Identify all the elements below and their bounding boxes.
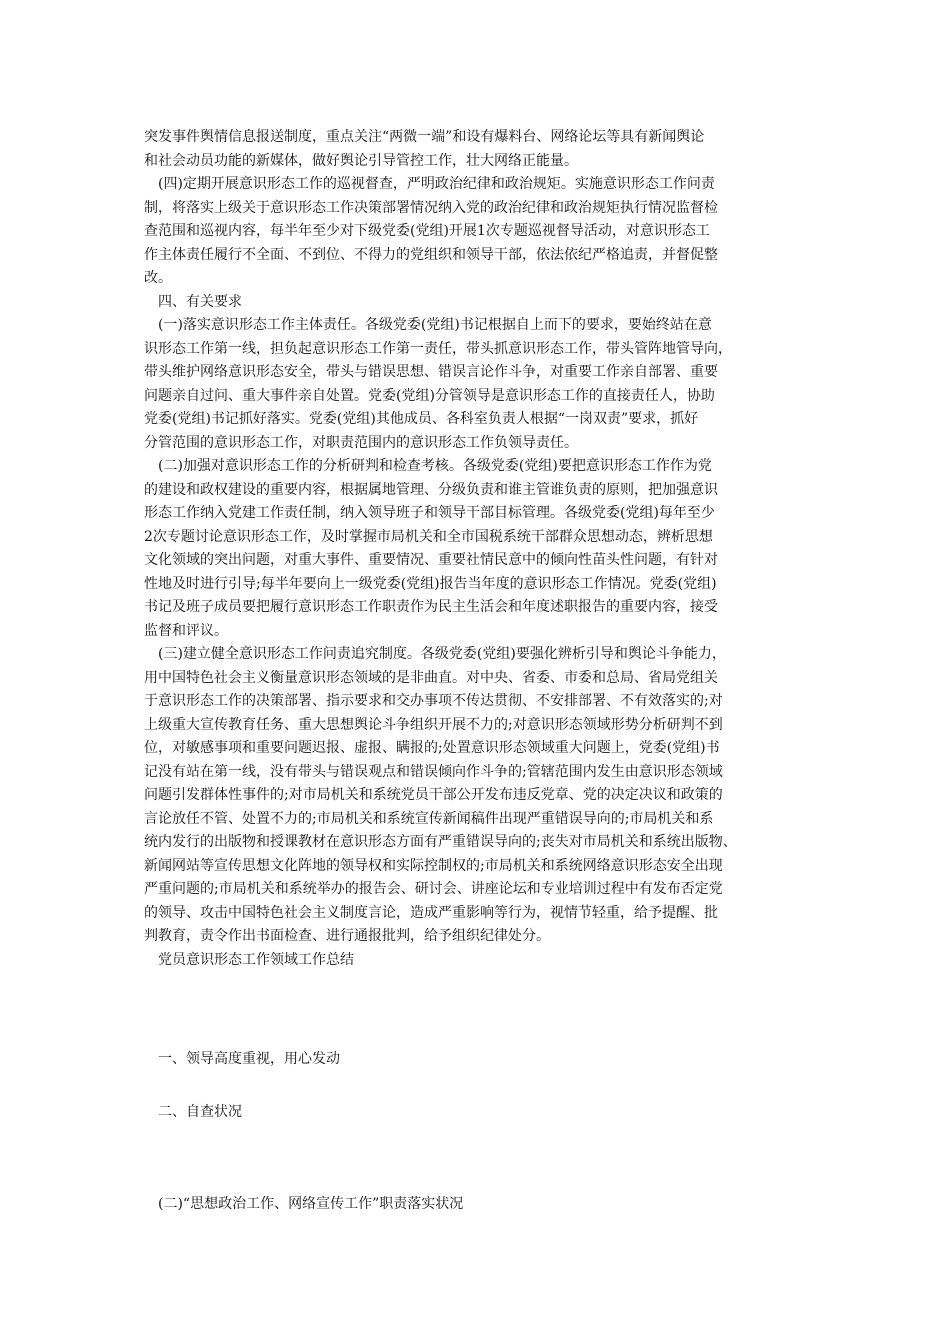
document-body [144, 126, 804, 972]
text-line: 记没有站在第一线，没有带头与错误观点和错误倾向作斗争的;管辖范围内发生由意识形态领域 [144, 763, 723, 780]
text-line: 带头维护网络意识形态安全，带头与错误思想、错误言论作斗争，对重要工作亲自部署、重要 [144, 364, 718, 380]
text-line: 问题引发群体性事件的;对市局机关和系统党员干部公开发布违反党章、党的决定决议和政策的 [144, 787, 723, 803]
section-heading-leadership: 一、领导高度重视，用心发动 [158, 1051, 340, 1067]
text-line: 位，对敏感事项和重要问题迟报、虚报、瞒报的;处置意识形态领域重大问题上，党委(党组)书 [144, 740, 720, 756]
text-line: (一)落实意识形态工作主体责任。各级党委(党组)书记根据自上而下的要求，要始终站在意 [158, 317, 712, 333]
text-line: 改。 [144, 270, 172, 286]
text-line: 和社会动员功能的新媒体，做好舆论引导管控工作，壮大网络正能量。 [144, 152, 578, 169]
text-line: 党委(党组)书记抓好落实。党委(党组)其他成员、各科室负责人根据“一岗双责”要求，抓好 [144, 411, 699, 427]
text-line: 言论放任不管、处置不力的;市局机关和系统宣传新闻稿件出现严重错误导向的;市局机关和系 [144, 810, 714, 827]
text-line: 性地及时进行引导;每半年要向上一级党委(党组)报告当年度的意识形态工作情况。党委(党组) [144, 575, 717, 592]
paragraph-continuation [144, 126, 804, 173]
text-line: 上级重大宣传教育任务、重大思想舆论斗争组织开展不力的;对意识形态领域形势分析研判不到 [144, 716, 723, 733]
text-line: 制，将落实上级关于意识形态工作决策部署情况纳入党的政治纪律和政治规矩执行情况监督检 [144, 199, 718, 216]
text-line: 用中国特色社会主义衡量意识形态领域的是非曲直。对中央、省委、市委和总局、省局党组关 [144, 669, 718, 686]
text-line: 形态工作纳入党建工作责任制，纳入领导班子和领导干部目标管理。各级党委(党组)每年至少 [144, 505, 715, 521]
text-line: 作主体责任履行不全面、不到位、不得力的党组织和领导干部，依法依纪严格追责，并督促整 [144, 246, 718, 263]
text-line: 2次专题讨论意识形态工作，及时掌握市局机关和全市国税系统干部群众思想动态，辨析思想 [144, 528, 713, 545]
text-line: 突发事件舆情信息报送制度，重点关注“两微一端”和设有爆料台、网络论坛等具有新闻舆论 [144, 129, 705, 145]
paragraph-summary-title [144, 949, 804, 973]
paragraph-req-two [144, 455, 804, 643]
text-line: 的领导、攻击中国特色社会主义制度言论，造成严重影响等行为，视情节轻重，给予提醒、批 [144, 904, 718, 921]
text-line: 统内发行的出版物和授课教材在意识形态方面有严重错误导向的;丧失对市局机关和系统出版物、 [144, 834, 737, 850]
text-line: 四、有关要求 [158, 293, 242, 310]
text-line: 文化领域的突出问题，对重大事件、重要情况、重要社情民意中的倾向性苗头性问题，有针对 [144, 552, 718, 568]
text-line: (二)加强对意识形态工作的分析研判和检查考核。各级党委(党组)要把意识形态工作作为党 [158, 458, 712, 474]
text-line: 问题亲自过问、重大事件亲自处置。党委(党组)分管领导是意识形态工作的直接责任人，协助 [144, 387, 715, 404]
text-line: 新闻网站等宣传思想文化阵地的领导权和实际控制权的;市局机关和系统网络意识形态安全出现 [144, 857, 723, 874]
section-heading-duties-status: (二)“思想政治工作、网络宣传工作”职责落实状况 [158, 1196, 464, 1212]
text-line: (三)建立健全意识形态工作问责追究制度。各级党委(党组)要强化辨析引导和舆论斗争能力， [158, 646, 726, 662]
text-line: 于意识形态工作的决策部署、指示要求和交办事项不传达贯彻、不安排部署、不有效落实的;对 [144, 693, 723, 709]
paragraph-heading-four [144, 291, 804, 315]
text-line: 严重问题的;市局机关和系统举办的报告会、研讨会、讲座论坛和专业培训过程中有发布否定党 [144, 881, 723, 897]
paragraph-req-one [144, 314, 804, 455]
text-line: 判教育，责令作出书面检查、进行通报批判，给予组织纪律处分。 [144, 928, 550, 944]
text-line: (四)定期开展意识形态工作的巡视督查，严明政治纪律和政治规矩。实施意识形态工作问责 [158, 176, 715, 192]
paragraph-req-three [144, 643, 804, 949]
text-line: 分管范围的意识形态工作，对职责范围内的意识形态工作负领导责任。 [144, 434, 578, 451]
text-line: 识形态工作第一线，担负起意识形态工作第一责任，带头抓意识形态工作，带头管阵地管导向， [144, 340, 732, 357]
section-heading-self-inspection: 二、自查状况 [158, 1104, 242, 1120]
text-line: 党员意识形态工作领域工作总结 [158, 951, 354, 968]
text-line: 的建设和政权建设的重要内容，根据属地管理、分级负责和谁主管谁负责的原则，把加强意识 [144, 481, 718, 498]
paragraph-four [144, 173, 804, 291]
text-line: 查范围和巡视内容，每半年至少对下级党委(党组)开展1次专题巡视督导活动，对意识形态工 [144, 223, 710, 239]
text-line: 书记及班子成员要把履行意识形态工作职责作为民主生活会和年度述职报告的重要内容，接受 [144, 599, 718, 615]
text-line: 监督和评议。 [144, 622, 228, 639]
